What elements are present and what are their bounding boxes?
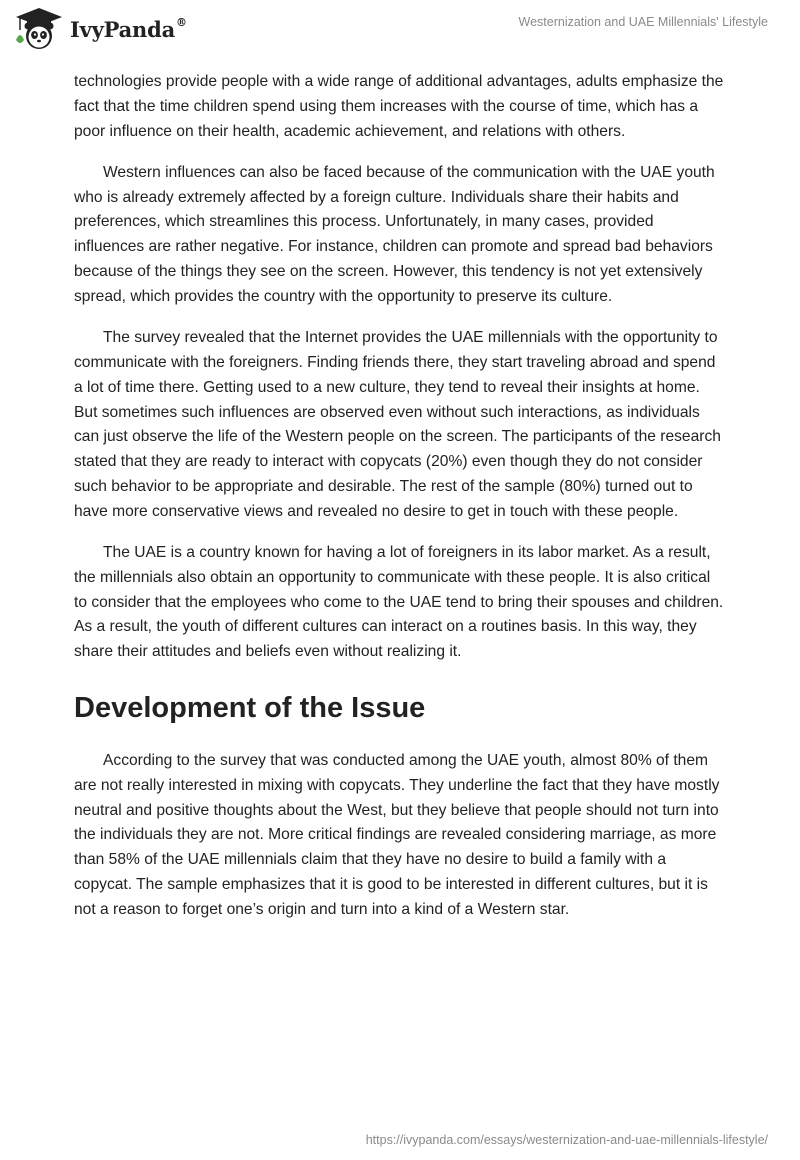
logo-text: IvyPanda® <box>70 15 187 42</box>
paragraph: The survey revealed that the Internet provides the UAE millennials with the opportunity to communicate with the foreigners. Finding friends there, they start traveling abroad and spend a lot of time there. Getting used to a new culture, they tend to reveal their insights at home. But sometimes such influences are observed even without such interactions, as individuals can just observe the life of the Western people on the screen. The participants of the research stated that they are ready to interact with copycats (20%) even though they do not consider such behavior to be appropriate and desirable. The rest of the sample (80%) turned out to have more conservative views and revealed no desire to get in touch with these people. <box>74 329 721 520</box>
footer-url[interactable]: https://ivypanda.com/essays/westernization-and-uae-millennials-lifestyle/ <box>365 1133 768 1147</box>
section-heading: Development of the Issue <box>74 692 426 725</box>
panda-graduation-cap-icon <box>14 6 64 52</box>
essay-content <box>74 70 726 939</box>
registered-mark: ® <box>176 15 187 29</box>
paragraph: According to the survey that was conducted among the UAE youth, almost 80% of them are not really interested in mixing with copycats. They underline the fact that they have mostly neutral and positive thoughts about the West, but they believe that people should not turn into the individuals they are not. More critical findings are revealed considering marriage, as more than 58% of the UAE millennials claim that they have no desire to build a family with a copycat. The sample emphasizes that it is good to be interested in different cultures, but it is not a reason to forget one’s origin and turn into a kind of a Western star. <box>74 752 720 918</box>
paragraph: The UAE is a country known for having a lot of foreigners in its labor market. As a result, the millennials also obtain an opportunity to communicate with these people. It is also critical to consider that the employees who come to the UAE tend to bring their spouses and children. As a result, the youth of different cultures can interact on a routines basis. In this way, they share their attitudes and beliefs even without realizing it. <box>74 544 724 661</box>
paragraph: Western influences can also be faced because of the communication with the UAE youth who is already extremely affected by a foreign culture. Individuals share their habits and preferences, which streamlines this process. Unfortunately, in many cases, provided influences are rather negative. For instance, children can promote and spread bad behaviors because of the things they see on the screen. However, this tendency is not yet extensively spread, which provides the country with the opportunity to preserve its culture. <box>74 163 715 305</box>
paragraph: technologies provide people with a wide range of additional advantages, adults emphasize the fact that the time children spend using them increases with the course of time, which has a poor influence on their health, academic achievement, and relations with others. <box>74 73 724 140</box>
ivypanda-logo[interactable] <box>14 6 187 52</box>
document-title: Westernization and UAE Millennials' Lifestyle <box>518 15 768 29</box>
page-header <box>0 0 800 64</box>
